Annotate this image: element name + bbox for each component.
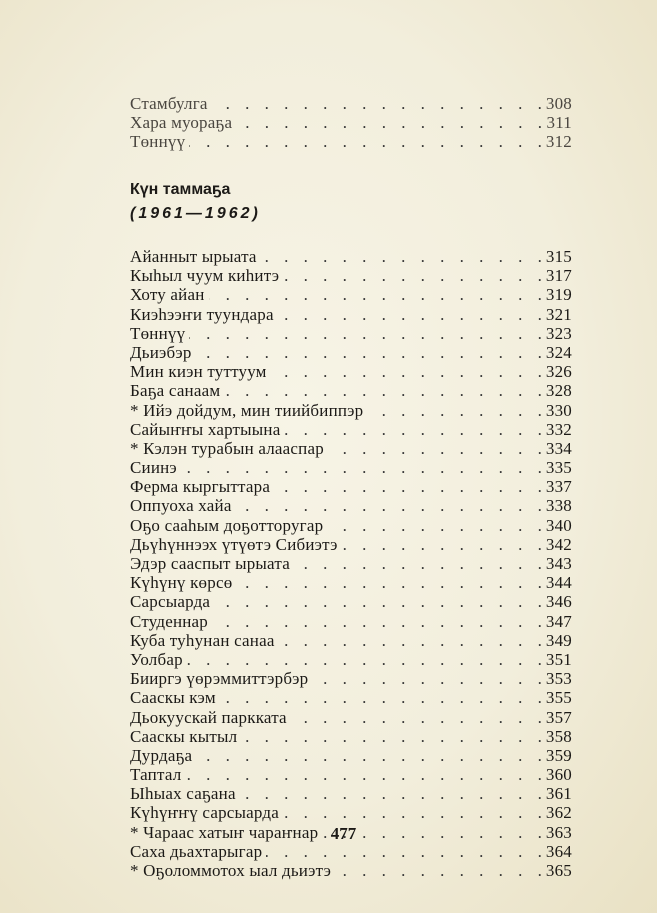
dot-leader — [214, 592, 542, 611]
entry-page-number: 344 — [545, 573, 572, 593]
entry-title: Хоту айан — [130, 285, 205, 305]
entry-title: Айанныт ырыата — [130, 247, 257, 266]
toc-entry — [130, 285, 572, 304]
dot-leader — [291, 708, 542, 727]
entry-title: Күһүнү көрсө — [130, 573, 233, 593]
entry-title: Ферма кыргыттара — [130, 477, 271, 497]
toc-section-list — [130, 247, 572, 880]
entry-page-number: 311 — [546, 113, 572, 133]
entry-title: Сиинэ — [130, 458, 177, 478]
toc-entry — [130, 554, 572, 573]
dot-leader — [367, 401, 542, 420]
toc-entry — [130, 496, 572, 515]
entry-title: * Чараас хатыҥ чараҥнар — [130, 822, 319, 842]
entry-page-number: 362 — [545, 803, 572, 823]
toc-entry — [130, 113, 572, 132]
entry-title: Сарсыарда — [130, 592, 211, 612]
entry-page-number: 335 — [545, 458, 572, 478]
toc-entry — [130, 420, 572, 439]
dot-leader — [278, 305, 542, 324]
dot-leader — [284, 420, 541, 439]
toc-entry — [130, 401, 572, 420]
entry-title: * Оҕоломмотох ыал дьиэтэ — [130, 861, 332, 880]
dot-leader — [196, 343, 542, 362]
toc-continued-list — [130, 94, 572, 152]
toc-entry — [130, 688, 572, 707]
toc-entry — [130, 612, 572, 631]
entry-page-number: 326 — [545, 362, 572, 382]
dot-leader — [220, 688, 542, 707]
entry-page-number: 359 — [545, 745, 572, 765]
toc-entry — [130, 132, 572, 151]
toc-entry — [130, 765, 572, 784]
dot-leader — [274, 477, 542, 496]
entry-page-number: 358 — [545, 726, 572, 746]
toc-entry — [130, 439, 572, 458]
entry-title: Дьокуускай паркката — [130, 707, 287, 727]
entry-page-number: 324 — [545, 342, 572, 362]
entry-title: Сайыҥҥы хартыына — [130, 419, 281, 439]
entry-title: Дьиэбэр — [130, 342, 192, 362]
entry-title: Күһүҥҥү сарсыарда — [130, 803, 279, 823]
dot-leader — [283, 803, 542, 822]
section-title: Күн таммаҕа — [130, 181, 231, 198]
entry-page-number: 317 — [545, 266, 572, 286]
entry-title: Сааскы кытыл — [130, 726, 238, 746]
toc-entry — [130, 94, 572, 113]
toc-entry — [130, 573, 572, 592]
dot-leader — [181, 458, 542, 477]
entry-title: Стамбулга — [130, 94, 208, 113]
entry-title: Эдэр сааспыт ырыата — [130, 554, 290, 573]
dot-leader — [335, 861, 542, 880]
entry-page-number: 365 — [545, 861, 572, 880]
toc-entry — [130, 343, 572, 362]
toc-entry — [130, 305, 572, 324]
dot-leader — [261, 247, 542, 266]
toc-entry — [130, 803, 572, 822]
entry-title: Оҕо сааһым доҕотторугар — [130, 515, 324, 535]
section-years: (1961—1962) — [130, 205, 261, 222]
entry-page-number: 351 — [545, 649, 572, 669]
entry-title: Төннүү — [130, 132, 186, 152]
entry-title: Киэһээҥи туундара — [130, 304, 274, 324]
entry-page-number: 338 — [545, 496, 572, 516]
dot-leader — [283, 266, 542, 285]
entry-page-number: 361 — [545, 784, 572, 804]
toc-entry — [130, 861, 572, 880]
entry-title: Оппуоха хайа — [130, 496, 232, 516]
entry-page-number: 328 — [545, 381, 572, 401]
toc-entry — [130, 477, 572, 496]
entry-title: Студеннар — [130, 611, 208, 631]
dot-leader — [189, 324, 542, 343]
dot-leader — [236, 573, 541, 592]
entry-page-number: 330 — [545, 400, 572, 420]
entry-page-number: 332 — [545, 419, 572, 439]
dot-leader — [294, 554, 542, 573]
toc-entry — [130, 842, 572, 861]
entry-page-number: 355 — [545, 688, 572, 708]
entry-page-number: 315 — [545, 247, 572, 266]
toc-entry — [130, 708, 572, 727]
entry-title: Ыһыах саҕана — [130, 784, 236, 804]
toc-entry — [130, 247, 572, 266]
entry-page-number: 323 — [545, 323, 572, 343]
dot-leader — [240, 784, 542, 803]
dot-leader — [185, 765, 541, 784]
entry-page-number: 363 — [545, 822, 572, 842]
dot-leader — [328, 439, 542, 458]
entry-title: Саха дьахтарыгар — [130, 841, 263, 861]
entry-page-number: 340 — [545, 515, 572, 535]
page-number: 477 — [330, 824, 357, 843]
toc-entry — [130, 458, 572, 477]
toc-entry — [130, 592, 572, 611]
toc-entry — [130, 381, 572, 400]
dot-leader — [327, 516, 542, 535]
dot-leader — [279, 631, 542, 650]
entry-page-number: 337 — [545, 477, 572, 497]
toc-entry — [130, 362, 572, 381]
toc-entry — [130, 784, 572, 803]
entry-title: Баҕа санаам — [130, 381, 221, 401]
toc-entry — [130, 631, 572, 650]
entry-page-number: 334 — [545, 438, 572, 458]
toc-entry — [130, 516, 572, 535]
dot-leader — [236, 113, 542, 132]
entry-title: Төннүү — [130, 323, 186, 343]
entry-page-number: 360 — [545, 765, 572, 785]
entry-title: Дьүһүннээх үтүөтэ Сибиэтэ — [130, 534, 338, 554]
entry-title: Кыһыл чуум киһитэ — [130, 266, 280, 286]
entry-title: Таптал — [130, 765, 182, 785]
entry-page-number: 357 — [545, 707, 572, 727]
entry-page-number: 342 — [545, 534, 572, 554]
entry-title: Куба туһунан санаа — [130, 630, 275, 650]
dot-leader — [241, 727, 542, 746]
dot-leader — [312, 669, 542, 688]
entry-page-number: 319 — [545, 285, 572, 305]
dot-leader — [212, 612, 542, 631]
dot-leader — [266, 842, 542, 861]
toc-entry — [130, 535, 572, 554]
entry-page-number: 308 — [545, 94, 572, 113]
entry-page-number: 343 — [545, 554, 572, 573]
toc-entry — [130, 727, 572, 746]
dot-leader — [212, 94, 542, 113]
entry-title: * Кэлэн турабын алааспар — [130, 438, 324, 458]
dot-leader — [342, 535, 542, 554]
entry-title: Уолбар — [130, 649, 183, 669]
entry-page-number: 349 — [545, 630, 572, 650]
dot-leader — [271, 362, 542, 381]
entry-page-number: 321 — [545, 304, 572, 324]
toc-entry — [130, 266, 572, 285]
dot-leader — [189, 132, 542, 151]
entry-page-number: 346 — [545, 592, 572, 612]
toc-entry — [130, 746, 572, 765]
entry-title: * Ийэ дойдум, мин тиийбиппэр — [130, 400, 364, 420]
toc-entry — [130, 324, 572, 343]
dot-leader — [209, 285, 542, 304]
entry-title: Сааскы кэм — [130, 688, 216, 708]
dot-leader — [224, 381, 542, 400]
entry-page-number: 312 — [545, 132, 572, 152]
dot-leader — [187, 650, 542, 669]
entry-page-number: 364 — [545, 841, 572, 861]
toc-entry — [130, 669, 572, 688]
entry-title: Хара муораҕа — [130, 113, 233, 133]
dot-leader — [236, 496, 542, 515]
entry-title: Дурдаҕа — [130, 745, 193, 765]
toc-entry — [130, 650, 572, 669]
entry-page-number: 353 — [545, 669, 572, 689]
entry-title: Бииргэ үөрэммиттэрбэр — [130, 669, 309, 689]
entry-title: Мин киэн туттуум — [130, 362, 267, 382]
dot-leader — [196, 746, 542, 765]
entry-page-number: 347 — [545, 611, 572, 631]
